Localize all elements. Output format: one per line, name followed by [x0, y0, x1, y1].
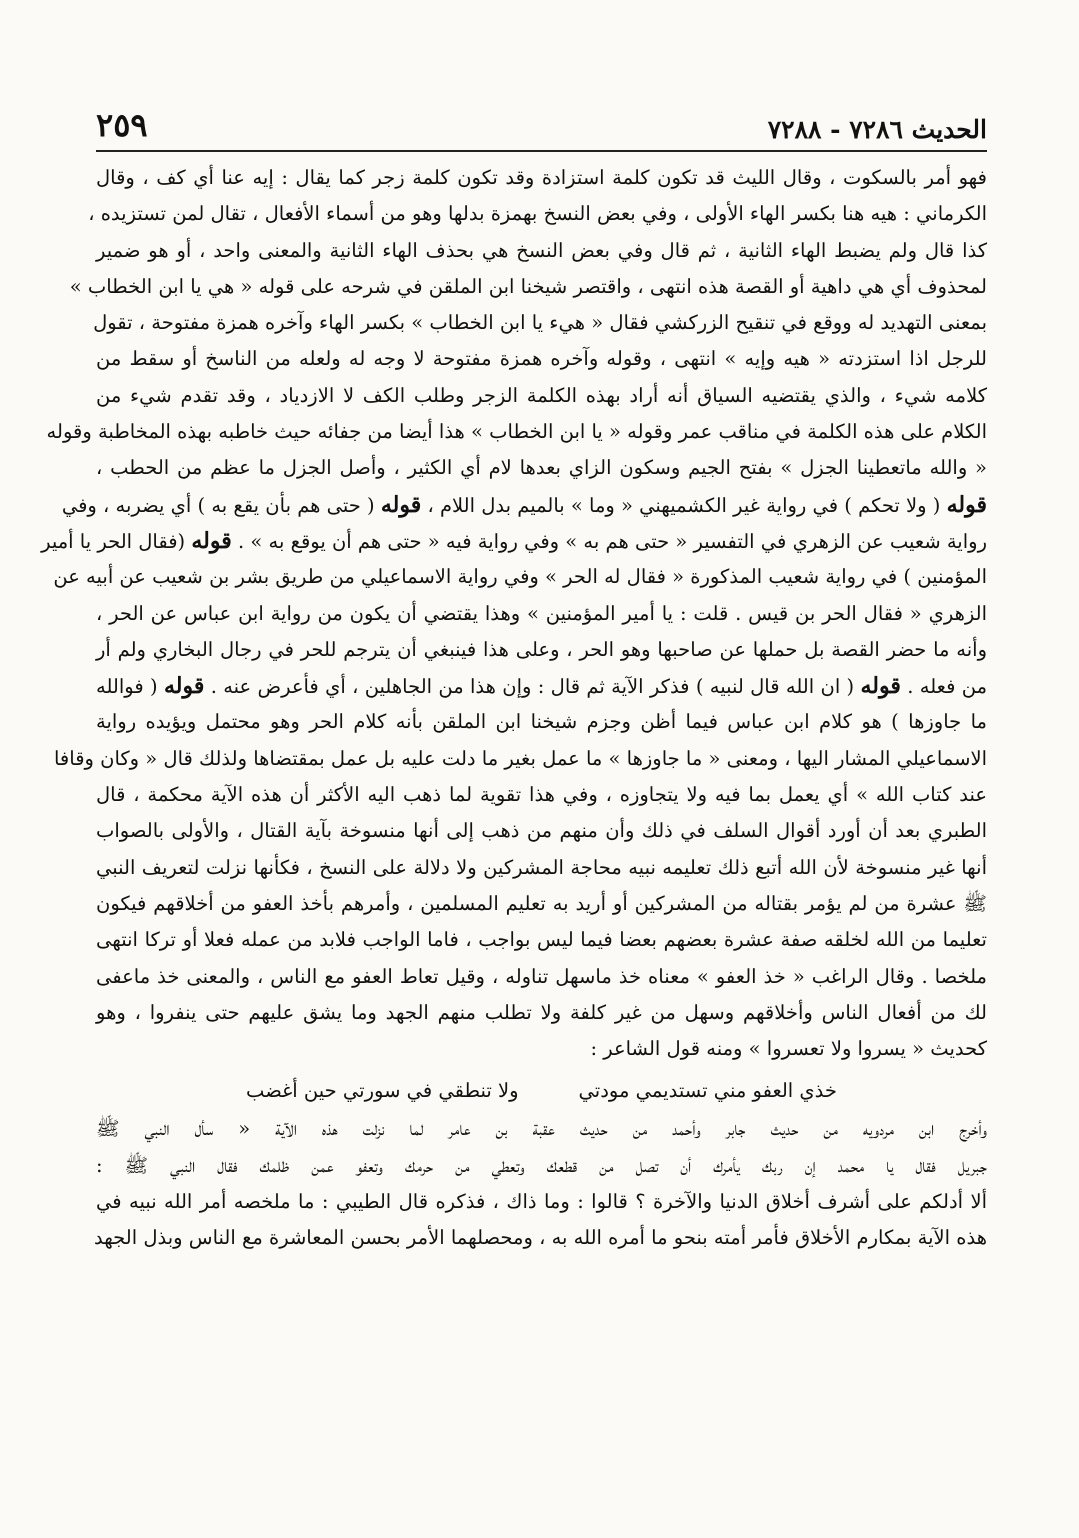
text-line: كلامه شيء ، والذي يقتضيه السياق أنه أراد بهذه الكلمة الزجر وطلب الكف لا الازدياد ، وقد تقدم شيء من — [96, 383, 987, 407]
keyword-qawluhu: قوله — [163, 673, 205, 700]
text-segment: رواية شعيب عن الزهري في التفسير « حتى هم به » وفي رواية فيه « حتى هم أن يوقع به » . — [237, 529, 987, 553]
commentary-text — [41, 160, 988, 1257]
text-line — [41, 523, 987, 559]
text-line: ملخصا . وقال الراغب « خذ العفو » معناه خذ ماسهل تناوله ، وقيل تعاط العفو مع الناس ، والمعنى خذ ماعفى — [96, 964, 987, 988]
text-line: للرجل اذا استزدته « هيه وإيه » انتهى ، وقوله وآخره همزة مفتوحة لا وجه له ولعله من الناسخ أو سقط من — [96, 347, 987, 371]
text-line: هذه الآية بمكارم الأخلاق فأمر أمته بنحو ما أمره الله به ، ومحصلهما الأمر بحسن المعاشرة مع الناس وبذل الجهد — [93, 1226, 987, 1250]
text-line: لك من أفعال الناس وأخلاقهم وسهل من غير كلفة ولا تطلب منهم الجهد وما يشق عليهم حتى ينفروا ، وهو — [96, 1000, 987, 1024]
text-segment: ( ولا تحكم ) في رواية غير الكشميهني « وما » بالميم بدل اللام ، — [427, 493, 941, 517]
text-line: كحديث « يسروا ولا تعسروا » ومنه قول الشاعر : — [590, 1037, 987, 1061]
verse-first-hemistich: خذي العفو مني تستديمي مودتي — [578, 1079, 837, 1103]
running-header — [96, 104, 987, 144]
text-line — [96, 668, 987, 704]
text-segment: ( ان الله قال لنبيه ) فذكر الآية ثم قال : وإن هذا من الجاهلين ، أي فأعرض عنه . — [210, 675, 855, 699]
text-line — [61, 487, 987, 523]
text-line: وأنه ما حضر القصة بل حملها عن صاحبها وهو الحر ، وعلى هذا فينبغي أن يترجم للحر في رجال البخاري ولم أر — [96, 637, 987, 661]
text-line: الكلام على هذه الكلمة في مناقب عمر وقوله « يا ابن الخطاب » هذا أيضا من جفائه حيث خاطبه بهذه المخاطبة وقوله — [46, 420, 987, 444]
text-line: عند كتاب الله » أي يعمل بما فيه ولا يتجاوزه ، وفي هذا تقوية لما ذهب اليه الأكثر أن هذه الآية محكمة ، قال — [96, 783, 987, 807]
header-title: الحديث ٧٢٨٦ - ٧٢٨٨ — [767, 115, 987, 144]
text-line: أنها غير منسوخة لأن الله أتبع ذلك تعليمه نبيه محاجة المشركين ولا دلالة على النسخ ، فكأنها نزلت لتعريف النبي — [96, 855, 987, 879]
text-line: « والله ماتعطينا الجزل » بفتح الجيم وسكون الزاي بعدها لام أي الكثير ، وأصل الجزل ما عظم من الحطب ، — [96, 456, 987, 480]
text-segment: ( حتى هم بأن يقع به ) أي يضربه ، وفي — [61, 493, 375, 517]
poetry-verse — [96, 1067, 987, 1111]
text-line: ﷺ عشرة من لم يؤمر بقتاله من المشركين أو أريد به تعليم المسلمين ، وأمرهم بأخذ العفو من أخلاقهم فيكون — [96, 891, 987, 915]
text-line: وأخرج ابن مردويه من حديث جابر وأحمد من حديث عقبة بن عامر لما نزلت هذه الآية « سأل النبي ﷺ — [96, 1117, 987, 1141]
text-line: ألا أدلكم على أشرف أخلاق الدنيا والآخرة ؟ قالوا : وما ذاك ، فذكره قال الطيبي : ما ملخصه أمر الله نبيه في — [96, 1190, 987, 1214]
text-line: فهو أمر بالسكوت ، وقال الليث قد تكون كلمة استزادة وقد تكون كلمة زجر كما يقال : إيه عنا أي كف ، وقال — [96, 166, 987, 189]
text-line: ما جاوزها ) هو كلام ابن عباس فيما أظن وجزم شيخنا ابن الملقن بأنه كلام الحر وهو محتمل ويؤيده رواية — [96, 710, 987, 734]
text-line: لمحذوف أي هي داهية أو القصة هذه انتهى ، واقتصر شيخنا ابن الملقن في شرحه على قوله « هي يا ابن الخطاب » — [69, 274, 987, 298]
text-segment: (فقال الحر يا أمير — [41, 529, 186, 553]
text-line: الزهري « فقال الحر بن قيس . قلت : يا أمير المؤمنين » وهذا يقتضي أن يكون من رواية ابن عباس عن الحر ، — [96, 601, 987, 625]
keyword-qawluhu: قوله — [946, 491, 987, 518]
verse-second-hemistich: ولا تنطقي في سورتي حين أغضب — [246, 1079, 519, 1103]
text-line: كذا قال ولم يضبط الهاء الثانية ، ثم قال وفي بعض النسخ هي بحذف الهاء الثانية والمعنى واحد ، أو هو ضمير — [96, 238, 987, 262]
text-line: المؤمنين ) في رواية شعيب المذكورة « فقال له الحر » وفي رواية الاسماعيلي من طريق بشر بن شعيب عن أبيه عن — [53, 565, 987, 589]
text-line: الكرماني : هيه هنا بكسر الهاء الأولى ، وفي بعض النسخ بهمزة بدلها وهو من أسماء الأفعال ، تقال لمن تستزيده ، — [88, 202, 987, 226]
text-line: الاسماعيلي المشار اليها ، ومعنى « ما جاوزها » ما عمل بغير ما دلت عليه بل عمل بمقتضاها ولذلك قال « وكان وقافا — [53, 746, 987, 770]
header-rule — [96, 150, 987, 152]
text-line: جبريل فقال يا محمد إن ربك يأمرك أن تصل من قطعك وتعطي من حرمك وتعفو عمن ظلمك فقال النبي ﷺ : — [96, 1153, 987, 1177]
text-segment: من فعله . — [907, 675, 988, 699]
keyword-qawluhu: قوله — [191, 527, 232, 554]
keyword-qawluhu: قوله — [860, 673, 901, 700]
text-line: بمعنى التهديد له ووقع في تنقيح الزركشي فقال « هيء يا ابن الخطاب » بكسر الهاء وآخره همزة مفتوحة ، تقول — [93, 311, 987, 335]
keyword-qawluhu: قوله — [380, 491, 422, 518]
text-segment: ( فوالله — [96, 675, 158, 699]
text-line: تعليما من الله لخلقه صفة عشرة بعضهم بعضا فيما ليس بواجب ، فاما الواجب فلابد من عمله فعلا أو تركا انتهى — [96, 928, 987, 952]
text-line: الطبري بعد أن أورد أقوال السلف في ذلك وأن منهم من ذهب إلى أنها منسوخة بآية القتال ، والأولى بالصواب — [96, 819, 987, 843]
page-number: ٢٥٩ — [96, 106, 148, 144]
